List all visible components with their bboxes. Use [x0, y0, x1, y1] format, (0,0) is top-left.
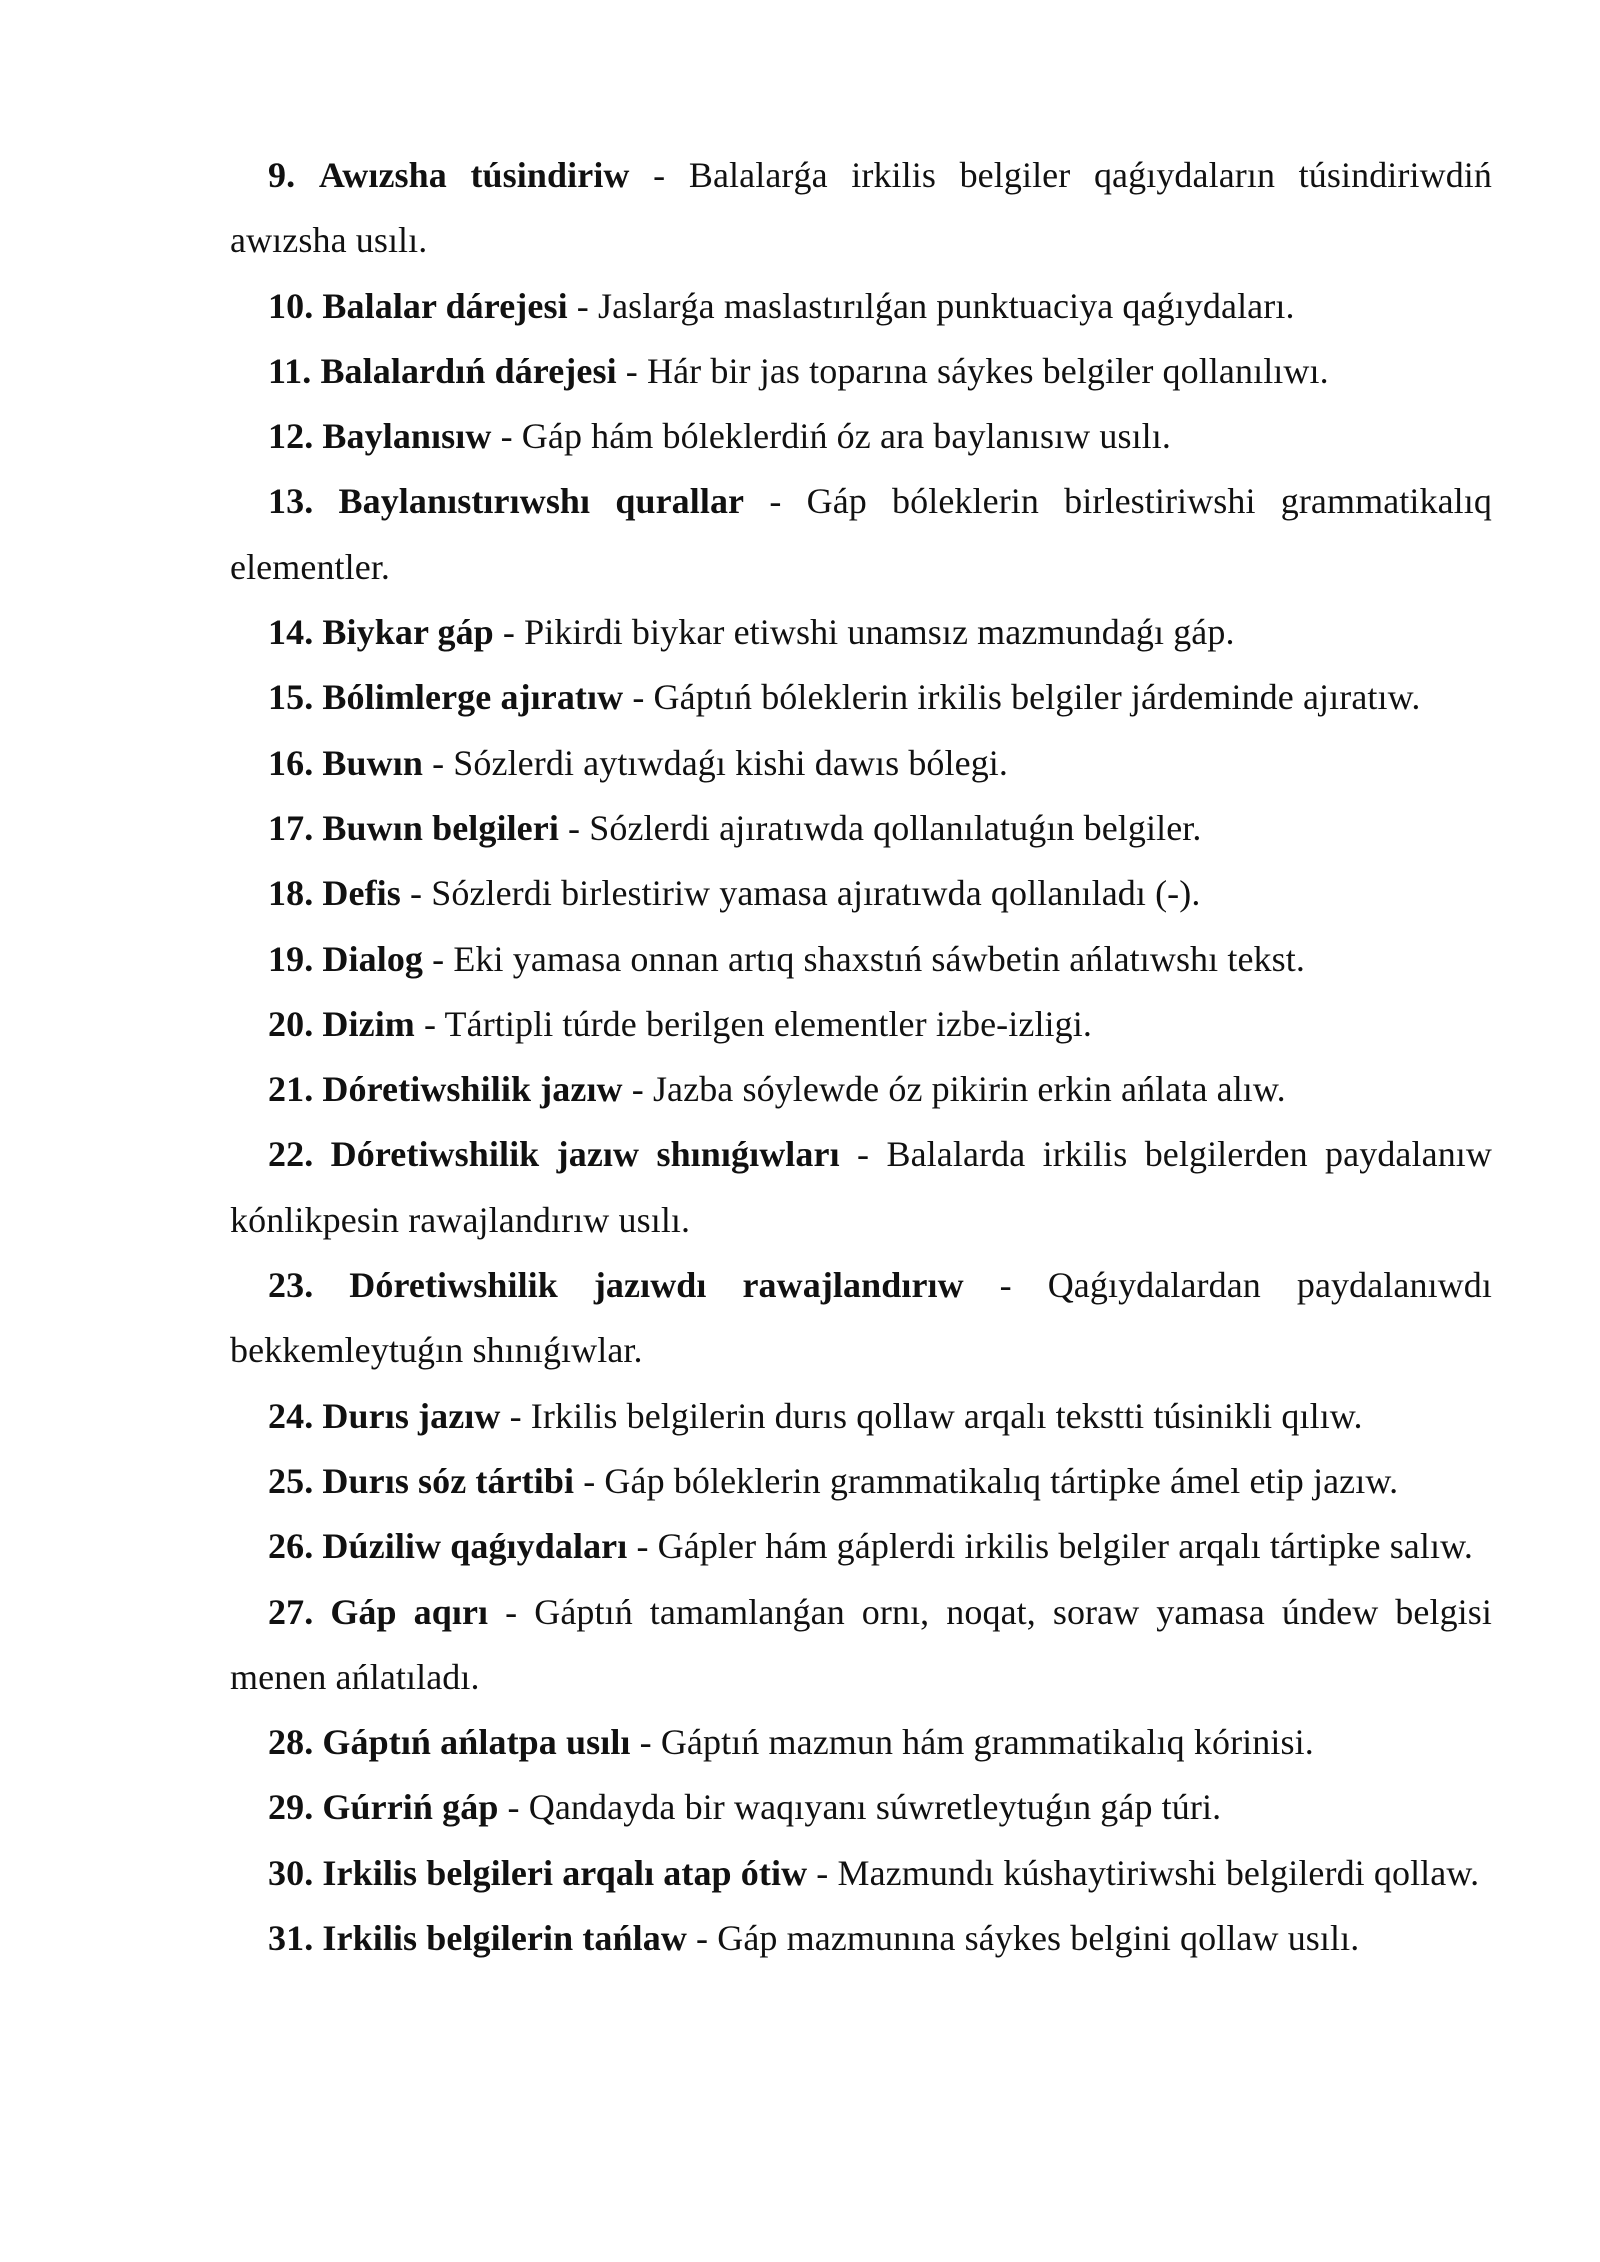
entry-term: Baylanısıw [322, 416, 492, 457]
glossary-entry: 13. Baylanıstırıwshı qurallar - Gáp bóleklerin birlestiriwshi grammatikalıq elementler. [230, 481, 1492, 587]
entry-term: Gáp aqırı [330, 1591, 489, 1632]
entry-definition: Qandayda bir waqıyanı súwretleytuǵın gáp túri. [528, 1787, 1222, 1828]
entry-term: Dóretiwshilik jazıw [322, 1069, 623, 1110]
entry-definition: Mazmundı kúshaytiriwshi belgilerdi qollaw. [837, 1852, 1480, 1893]
glossary-entry: 16. Buwın - Sózlerdi aytıwdaǵı kishi dawıs bólegi. [268, 742, 1008, 783]
entry-term: Biykar gáp [322, 612, 494, 653]
entry-term: Gáptıń ańlatpa usılı [322, 1722, 631, 1763]
entry-term: Buwın [322, 742, 423, 783]
entry-definition: Hár bir jas toparına sáykes belgiler qollanılıwı. [646, 350, 1329, 391]
glossary-entry: 26. Dúziliw qaǵıydaları - Gápler hám gáplerdi irkilis belgiler arqalı tártipke salıw. [268, 1526, 1473, 1567]
entry-number: 20. [268, 1003, 314, 1044]
entry-number: 30. [268, 1852, 314, 1893]
entry-number: 23. [268, 1265, 314, 1306]
entry-number: 25. [268, 1460, 314, 1501]
glossary-entry: 9. Awızsha túsindiriw - Balalarǵa irkilis belgiler qaǵıydaların túsindiriwdiń awızsha usılı. [230, 155, 1492, 261]
glossary-entry: 22. Dóretiwshilik jazıw shınıǵıwları - Balalarda irkilis belgilerden paydalanıw kónlikpesin rawajlandırıw usılı. [230, 1134, 1492, 1240]
entry-term: Balalardıń dárejesi [320, 350, 617, 391]
entry-term: Buwın belgileri [322, 807, 559, 848]
entry-number: 13. [268, 481, 314, 522]
entry-number: 10. [268, 285, 314, 326]
glossary-entry: 24. Durıs jazıw - Irkilis belgilerin durıs qollaw arqalı tekstti túsinikli qılıw. [268, 1395, 1363, 1436]
entry-term: Dóretiwshilik jazıw shınıǵıwları [330, 1134, 840, 1175]
entry-definition: Gáp bóleklerin birlestiriwshi grammatikalıq elementler. [230, 481, 1492, 587]
entry-definition: Jazba sóylewde óz pikirin erkin ańlata alıw. [652, 1069, 1286, 1110]
entry-term: Defis [322, 873, 401, 914]
entry-definition: Irkilis belgilerin durıs qollaw arqalı tekstti túsinikli qılıw. [530, 1395, 1363, 1436]
entry-definition: Gáptıń mazmun hám grammatikalıq kórinisi. [660, 1722, 1314, 1763]
entry-definition: Jaslarǵa maslastırılǵan punktuaciya qaǵıydaları. [597, 285, 1295, 326]
glossary-entry: 14. Biykar gáp - Pikirdi biykar etiwshi unamsız mazmundaǵı gáp. [268, 612, 1235, 653]
entry-number: 21. [268, 1069, 314, 1110]
glossary-entry: 23. Dóretiwshilik jazıwdı rawajlandırıw - Qaǵıydalardan paydalanıwdı bekkemleytuǵın shınıǵıwlar. [230, 1265, 1492, 1371]
glossary-entry: 11. Balalardıń dárejesi - Hár bir jas toparına sáykes belgiler qollanılıwı. [268, 350, 1329, 391]
entry-number: 17. [268, 807, 314, 848]
glossary-entry: 10. Balalar dárejesi - Jaslarǵa maslastırılǵan punktuaciya qaǵıydaları. [268, 285, 1295, 326]
entry-number: 27. [268, 1591, 314, 1632]
entry-definition: Sózlerdi aytıwdaǵı kishi dawıs bólegi. [453, 742, 1008, 783]
entry-number: 16. [268, 742, 314, 783]
entry-definition: Gáp bóleklerin grammatikalıq tártipke ámel etip jazıw. [604, 1460, 1399, 1501]
glossary-entry: 18. Defis - Sózlerdi birlestiriw yamasa ajıratıwda qollanıladı (-). [268, 873, 1201, 914]
entry-definition: Tártipli túrde berilgen elementler izbe-izligi. [444, 1003, 1092, 1044]
entry-definition: Gáptıń tamamlanǵan ornı, noqat, soraw yamasa úndew belgisi menen ańlatıladı. [230, 1591, 1492, 1697]
entry-definition: Gáp mazmunına sáykes belgini qollaw usılı. [717, 1918, 1360, 1959]
entry-definition: Balalarda irkilis belgilerden paydalanıw kónlikpesin rawajlandırıw usılı. [230, 1134, 1492, 1240]
entry-definition: Eki yamasa onnan artıq shaxstıń sáwbetin ańlatıwshı tekst. [453, 938, 1305, 979]
entry-term: Dóretiwshilik jazıwdı rawajlandırıw [349, 1265, 964, 1306]
entry-term: Balalar dárejesi [322, 285, 568, 326]
entry-number: 12. [268, 416, 314, 457]
entry-term: Durıs sóz tártibi [322, 1460, 575, 1501]
entry-term: Dialog [322, 938, 424, 979]
entry-term: Baylanıstırıwshı qurallar [338, 481, 745, 522]
glossary-list [230, 143, 1492, 1971]
glossary-entry: 15. Bólimlerge ajıratıw - Gáptıń bóleklerin irkilis belgiler járdeminde ajıratıw. [268, 677, 1421, 718]
glossary-entry: 21. Dóretiwshilik jazıw - Jazba sóylewde óz pikirin erkin ańlata alıw. [268, 1069, 1286, 1110]
glossary-entry: 20. Dizim - Tártipli túrde berilgen elementler izbe-izligi. [268, 1003, 1092, 1044]
entry-term: Irkilis belgileri arqalı atap ótiw [322, 1852, 808, 1893]
entry-term: Dizim [322, 1003, 415, 1044]
entry-definition: Sózlerdi birlestiriw yamasa ajıratıwda qollanıladı (-). [431, 873, 1201, 914]
entry-number: 18. [268, 873, 314, 914]
glossary-entry: 19. Dialog - Eki yamasa onnan artıq shaxstıń sáwbetin ańlatıwshı tekst. [268, 938, 1305, 979]
entry-term: Bólimlerge ajıratıw [322, 677, 624, 718]
entry-number: 29. [268, 1787, 314, 1828]
entry-number: 15. [268, 677, 314, 718]
entry-definition: Gáp hám bóleklerdiń óz ara baylanısıw usılı. [521, 416, 1171, 457]
entry-definition: Sózlerdi ajıratıwda qollanılatuǵın belgiler. [589, 807, 1202, 848]
entry-number: 9. [268, 155, 296, 195]
entry-number: 31. [268, 1918, 314, 1959]
entry-number: 22. [268, 1134, 314, 1175]
entry-definition: Gápler hám gáplerdi irkilis belgiler arqalı tártipke salıw. [657, 1526, 1473, 1567]
glossary-entry: 27. Gáp aqırı - Gáptıń tamamlanǵan ornı, noqat, soraw yamasa úndew belgisi menen ańlatıladı. [230, 1591, 1492, 1697]
entry-number: 26. [268, 1526, 314, 1567]
entry-number: 19. [268, 938, 314, 979]
glossary-entry: 12. Baylanısıw - Gáp hám bóleklerdiń óz ara baylanısıw usılı. [268, 416, 1171, 457]
entry-definition: Balalarǵa irkilis belgiler qaǵıydaların túsindiriwdiń awızsha usılı. [230, 155, 1492, 261]
entry-number: 14. [268, 612, 314, 653]
glossary-entry: 30. Irkilis belgileri arqalı atap ótiw - Mazmundı kúshaytiriwshi belgilerdi qollaw. [268, 1852, 1480, 1893]
entry-number: 24. [268, 1395, 314, 1436]
entry-definition: Gáptıń bóleklerin irkilis belgiler járdeminde ajıratıw. [653, 677, 1421, 718]
entry-term: Durıs jazıw [322, 1395, 501, 1436]
glossary-entry: 29. Gúrriń gáp - Qandayda bir waqıyanı súwretleytuǵın gáp túri. [268, 1787, 1222, 1828]
entry-definition: Pikirdi biykar etiwshi unamsız mazmundaǵı gáp. [524, 612, 1235, 653]
glossary-entry: 17. Buwın belgileri - Sózlerdi ajıratıwda qollanılatuǵın belgiler. [268, 807, 1202, 848]
entry-number: 28. [268, 1722, 314, 1763]
glossary-entry: 25. Durıs sóz tártibi - Gáp bóleklerin grammatikalıq tártipke ámel etip jazıw. [268, 1460, 1399, 1501]
entry-term: Gúrriń gáp [322, 1787, 499, 1828]
entry-definition: Qaǵıydalardan paydalanıwdı bekkemleytuǵın shınıǵıwlar. [230, 1265, 1492, 1371]
entry-number: 11. [268, 350, 312, 391]
entry-term: Awızsha túsindiriw [318, 155, 630, 195]
glossary-entry: 31. Irkilis belgilerin tańlaw - Gáp mazmunına sáykes belgini qollaw usılı. [268, 1918, 1360, 1959]
entry-term: Dúziliw qaǵıydaları [322, 1526, 628, 1567]
entry-term: Irkilis belgilerin tańlaw [322, 1918, 687, 1959]
glossary-entry: 28. Gáptıń ańlatpa usılı - Gáptıń mazmun hám grammatikalıq kórinisi. [268, 1722, 1314, 1763]
